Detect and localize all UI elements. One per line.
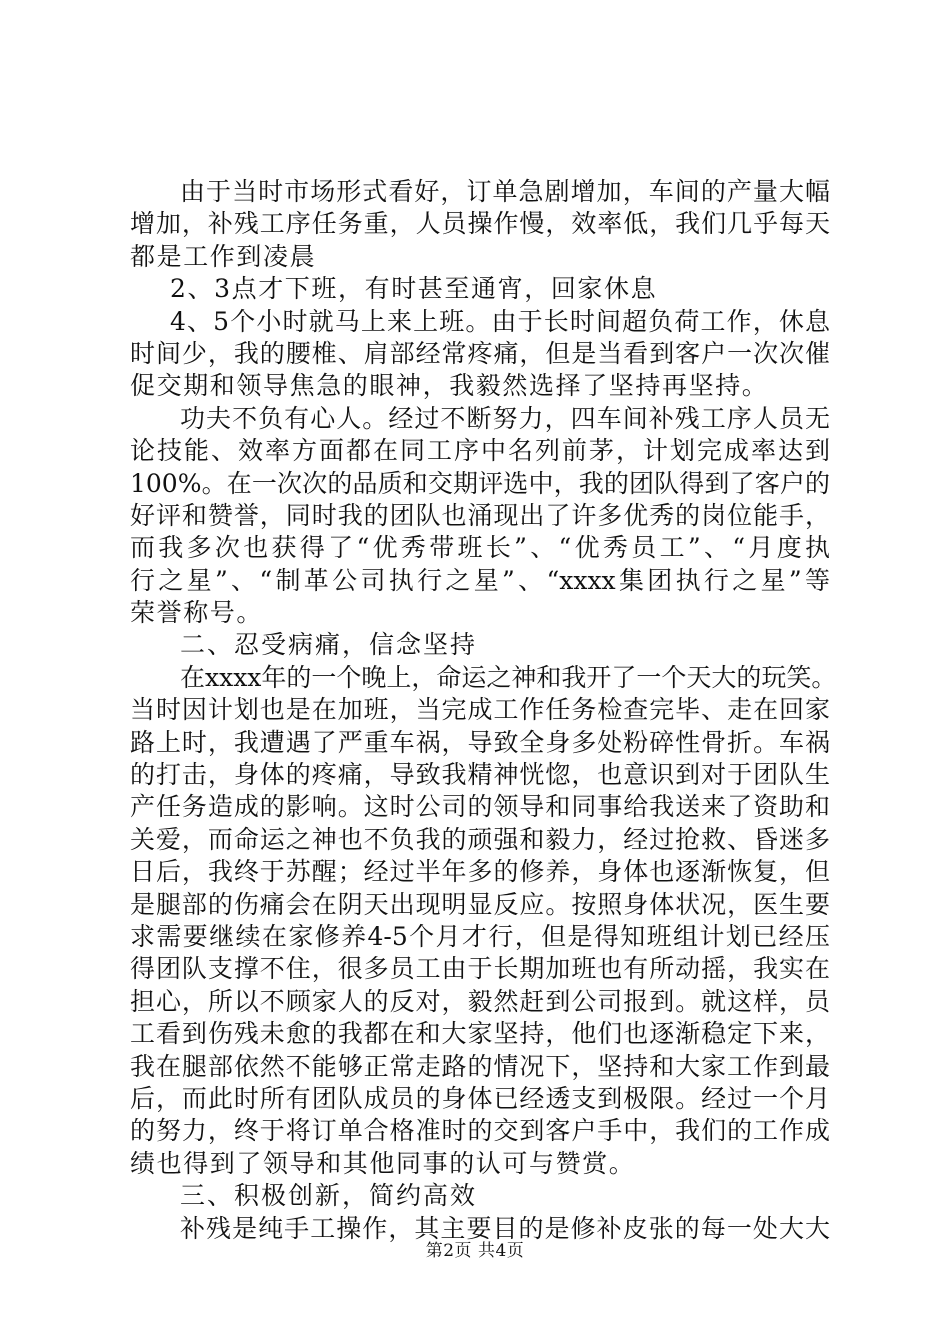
- paragraph-line: 是腿部的伤痛会在阴天出现明显反应。按照身体状况，医生要: [130, 889, 830, 919]
- paragraph-line: 后，而此时所有团队成员的身体已经透支到极限。经过一个月: [130, 1083, 830, 1113]
- paragraph-line: 工看到伤残未愈的我都在和大家坚持，他们也逐渐稳定下来，: [130, 1019, 830, 1049]
- paragraph-line: 担心，所以不顾家人的反对，毅然赶到公司报到。就这样，员: [130, 986, 830, 1016]
- paragraph-line: 的努力，终于将订单合格准时的交到客户手中，我们的工作成: [130, 1116, 830, 1146]
- paragraph-line: 好评和赞誉，同时我的团队也涌现出了许多优秀的岗位能手，: [130, 500, 830, 530]
- paragraph-line: 2、3点才下班，有时甚至通宵，回家休息: [170, 274, 658, 304]
- paragraph-line: 增加，补残工序任务重，人员操作慢，效率低，我们几乎每天: [130, 209, 830, 239]
- paragraph-line: 日后，我终于苏醒；经过半年多的修养，身体也逐渐恢复，但: [130, 857, 830, 887]
- page-footer: 第2页 共4页: [425, 1241, 525, 1261]
- paragraph-line: 求需要继续在家修养4-5个月才行，但是得知班组计划已经压: [130, 921, 830, 951]
- paragraph-line: 行之星”、“制革公司执行之星”、“xxxx集团执行之星”等: [130, 565, 830, 595]
- paragraph-line: 由于当时市场形式看好，订单急剧增加，车间的产量大幅: [180, 177, 830, 206]
- paragraph-line: 我在腿部依然不能够正常走路的情况下，坚持和大家工作到最: [130, 1051, 830, 1081]
- document-body: [130, 176, 837, 1245]
- paragraph-line: 的打击，身体的疼痛，导致我精神恍惚，也意识到对于团队生: [130, 760, 830, 790]
- paragraph-line: 得团队支撑不住，很多员工由于长期加班也有所动摇，我实在: [130, 954, 830, 984]
- paragraph-line: 促交期和领导焦急的眼神，我毅然选择了坚持再坚持。: [130, 371, 769, 401]
- paragraph-line: 在xxxx年的一个晚上，命运之神和我开了一个天大的玩笑。: [180, 662, 837, 692]
- paragraph-line: 补残是纯手工操作，其主要目的是修补皮张的每一处大大: [180, 1213, 830, 1243]
- paragraph-line: 路上时，我遭遇了严重车祸，导致全身多处粉碎性骨折。车祸: [130, 727, 830, 757]
- section-heading: 三、积极创新，简约高效: [180, 1181, 478, 1211]
- paragraph-line: 当时因计划也是在加班，当完成工作任务检查完毕、走在回家: [130, 695, 830, 725]
- paragraph-line: 时间少，我的腰椎、肩部经常疼痛，但是当看到客户一次次催: [130, 338, 830, 368]
- paragraph-line: 荣誉称号。: [130, 598, 264, 628]
- paragraph-line: 论技能、效率方面都在同工序中名列前茅，计划完成率达到: [130, 436, 830, 466]
- paragraph-line: 功夫不负有心人。经过不断努力，四车间补残工序人员无: [180, 403, 830, 433]
- paragraph-line: 而我多次也获得了“优秀带班长”、“优秀员工”、“月度执: [130, 533, 830, 563]
- paragraph-line: 都是工作到凌晨: [130, 241, 317, 271]
- paragraph-line: 绩也得到了领导和其他同事的认可与赞赏。: [130, 1148, 636, 1178]
- section-heading: 二、忍受病痛，信念坚持: [180, 630, 478, 660]
- paragraph-line: 100%。在一次次的品质和交期评选中，我的团队得到了客户的: [130, 468, 830, 498]
- paragraph-line: 4、5个小时就马上来上班。由于长时间超负荷工作，休息: [170, 306, 830, 336]
- paragraph-line: 产任务造成的影响。这时公司的领导和同事给我送来了资助和: [130, 792, 830, 822]
- paragraph-line: 关爱，而命运之神也不负我的顽强和毅力，经过抢救、昏迷多: [130, 824, 830, 854]
